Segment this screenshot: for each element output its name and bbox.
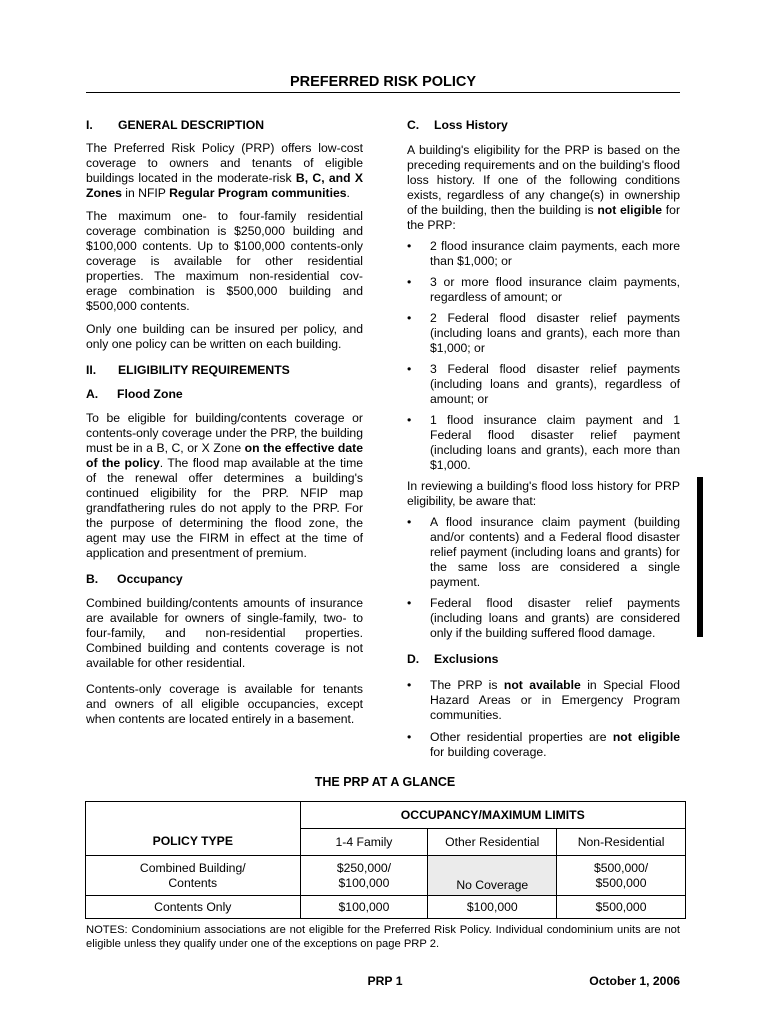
list-item-text: 2 flood insurance claim payments, each more than $1,000; or	[430, 239, 680, 268]
cell-line: $500,000	[595, 875, 647, 890]
column-header: Non-Residential	[557, 829, 686, 856]
table-row	[86, 856, 686, 896]
section-heading-general-description	[86, 118, 363, 133]
occupancy-paragraph-1: Combined building/contents amounts of insurance are available for owners of single-family, two- to four-family, and non-residential properties. Combined building and contents coverage is not available for other residential.	[86, 596, 363, 670]
bullet: •	[407, 515, 412, 529]
section-heading-eligibility	[86, 363, 363, 378]
section-number: I.	[86, 118, 93, 132]
text-run: A building's eligibility for the PRP is based on the preceding requirements and on the building's flood loss history. If one of the following conditions exists, regardless of any change(s) in ownership of the building, then the building is	[407, 143, 680, 217]
right-column	[407, 118, 680, 760]
subsection-letter: D.	[407, 652, 420, 666]
bold-text-run: not available	[503, 678, 581, 692]
bullet: •	[407, 311, 412, 325]
list-item	[407, 678, 680, 723]
bullet: •	[407, 730, 412, 744]
table-row	[86, 896, 686, 919]
bold-text-run: not eligible	[597, 203, 663, 217]
table-caption: THE PRP AT A GLANCE	[314, 775, 456, 789]
subsection-heading-occupancy	[86, 572, 363, 587]
list-item-text: 2 Federal flood disaster relief payments (including loans and grants), each more than $1,000; or	[430, 311, 680, 355]
edition-date: October 1, 2006	[589, 974, 680, 988]
bullet: •	[407, 239, 412, 253]
bullet: •	[407, 362, 412, 376]
loss-history-paragraph	[407, 143, 680, 233]
row-label	[86, 856, 301, 896]
section-title: GENERAL DESCRIPTION	[118, 118, 265, 132]
subsection-heading-loss-history	[407, 118, 680, 133]
flood-zone-paragraph	[86, 411, 363, 561]
review-paragraph: In reviewing a building's flood loss history for PRP eligibility, be aware that:	[407, 479, 680, 508]
policy-type-header: POLICY TYPE	[86, 829, 301, 856]
text-run: in NFIP	[121, 186, 170, 200]
bullet: •	[407, 596, 412, 610]
page-number: PRP 1	[367, 974, 403, 988]
general-description-paragraph	[86, 141, 363, 201]
prp-glance-table	[85, 801, 686, 919]
text-run: To be eligible for building/contents coverage or contents-only coverage under the PRP, the building must be in a B, C, or X Zone	[86, 411, 363, 455]
coverage-limits-paragraph: The maximum one- to four-family residential coverage combination is $250,000 building and $100,000 contents. Up to $100,000 contents-only coverage is available for other residential properties. The maximum non-residential cov-erage combination is $500,000 building and $500,000 contents.	[86, 209, 363, 313]
table-corner-cell	[86, 802, 301, 829]
subsection-letter: A.	[86, 387, 99, 401]
list-item	[407, 239, 680, 269]
table-cell: No Coverage	[428, 856, 557, 896]
text-run: The Preferred Risk Policy (PRP) offers low-cost coverage to owners and tenants of eligible buildings located in the moderate-risk	[86, 141, 363, 185]
text-run: .	[346, 186, 350, 200]
table-cell	[300, 856, 428, 896]
section-number: II.	[86, 363, 97, 377]
table-cell: $100,000	[428, 896, 557, 919]
text-run: Other residential properties are	[430, 730, 613, 744]
table-cell: $100,000	[300, 896, 428, 919]
subsection-heading-exclusions	[407, 652, 680, 667]
list-item	[407, 413, 680, 473]
list-item	[407, 275, 680, 305]
subsection-title: Exclusions	[434, 652, 499, 666]
list-item	[407, 730, 680, 760]
subsection-heading-flood-zone	[86, 387, 363, 402]
left-column	[86, 118, 363, 727]
bullet: •	[407, 678, 412, 692]
list-item-text: 1 flood insurance claim payment and 1 Federal flood disaster relief payment (including loans and grants), each more than $1,000.	[430, 413, 680, 472]
list-item	[407, 596, 680, 641]
bold-text-run: B, C, and X Zones	[86, 171, 363, 200]
cell-line: $250,000/	[336, 860, 392, 875]
occupancy-group-header: OCCUPANCY/MAXIMUM LIMITS	[300, 802, 685, 829]
bullet: •	[407, 275, 412, 289]
list-item-text: 3 Federal flood disaster relief payments (including loans and grants), regardless of amount; or	[430, 362, 680, 406]
subsection-letter: B.	[86, 572, 99, 586]
list-item-text: Federal flood disaster relief payments (including loans and grants) are considered only if the building suffered flood damage.	[430, 596, 680, 640]
text-run: for building coverage.	[430, 745, 547, 759]
subsection-title: Loss History	[434, 118, 508, 132]
subsection-title: Occupancy	[117, 572, 183, 586]
list-item	[407, 515, 680, 590]
bold-text-run: Regular Program communities	[169, 186, 347, 200]
table-cell: $500,000	[557, 896, 686, 919]
exclusions-list	[407, 678, 680, 760]
cell-line: $500,000/	[593, 860, 649, 875]
column-header: Other Residential	[428, 829, 557, 856]
subsection-letter: C.	[407, 118, 420, 132]
text-run: in Special Flood Hazard Areas or in Emergency Program communities.	[430, 678, 681, 722]
bold-text-run: on the effective date of the policy	[86, 441, 363, 470]
loss-conditions-list	[407, 239, 680, 473]
payment-notes-list	[407, 515, 680, 641]
bullet: •	[407, 413, 412, 427]
text-run: . The flood map available at the time of the renewal offer determines a building's continued eligibility for the PRP. NFIP map grandfathering rules do not apply to the PRP. For the purpose of determining the flood zone, the agent may use the FIRM in effect at the time of application and presentment of premium.	[86, 456, 364, 560]
cell-line: $100,000	[338, 875, 390, 890]
bold-text-run: not eligible	[612, 730, 680, 744]
subsection-title: Flood Zone	[117, 387, 183, 401]
row-label-line: Contents	[168, 875, 218, 890]
section-title: ELIGIBILITY REQUIREMENTS	[118, 363, 290, 377]
list-item	[407, 311, 680, 356]
list-item	[407, 362, 680, 407]
text-run: The PRP is	[430, 678, 504, 692]
one-building-paragraph: Only one building can be insured per policy, and only one policy can be written on each building.	[86, 322, 363, 351]
table-cell	[557, 856, 686, 896]
text-run: for the PRP:	[407, 203, 680, 232]
column-header: 1-4 Family	[300, 829, 428, 856]
title-rule	[86, 92, 680, 93]
occupancy-paragraph-2: Contents-only coverage is available for tenants and owners of all eligible occupancies, except when contents are located entirely in a basement.	[86, 682, 363, 726]
page-title: PREFERRED RISK POLICY	[289, 74, 477, 90]
revision-bar	[697, 477, 703, 637]
table-notes: NOTES: Condominium associations are not eligible for the Preferred Risk Policy. Individual condominium units are not eligible unless they qualify under one of the exceptions on page PRP 2.	[86, 924, 680, 950]
row-label: Contents Only	[86, 896, 301, 919]
list-item-text: A flood insurance claim payment (building and/or contents) and a Federal flood disaster relief payment (including loans and grants) for the same loss are considered a single payment.	[430, 515, 680, 589]
list-item-text: 3 or more flood insurance claim payments, regardless of amount; or	[430, 275, 680, 304]
row-label-line: Combined Building/	[139, 860, 246, 875]
